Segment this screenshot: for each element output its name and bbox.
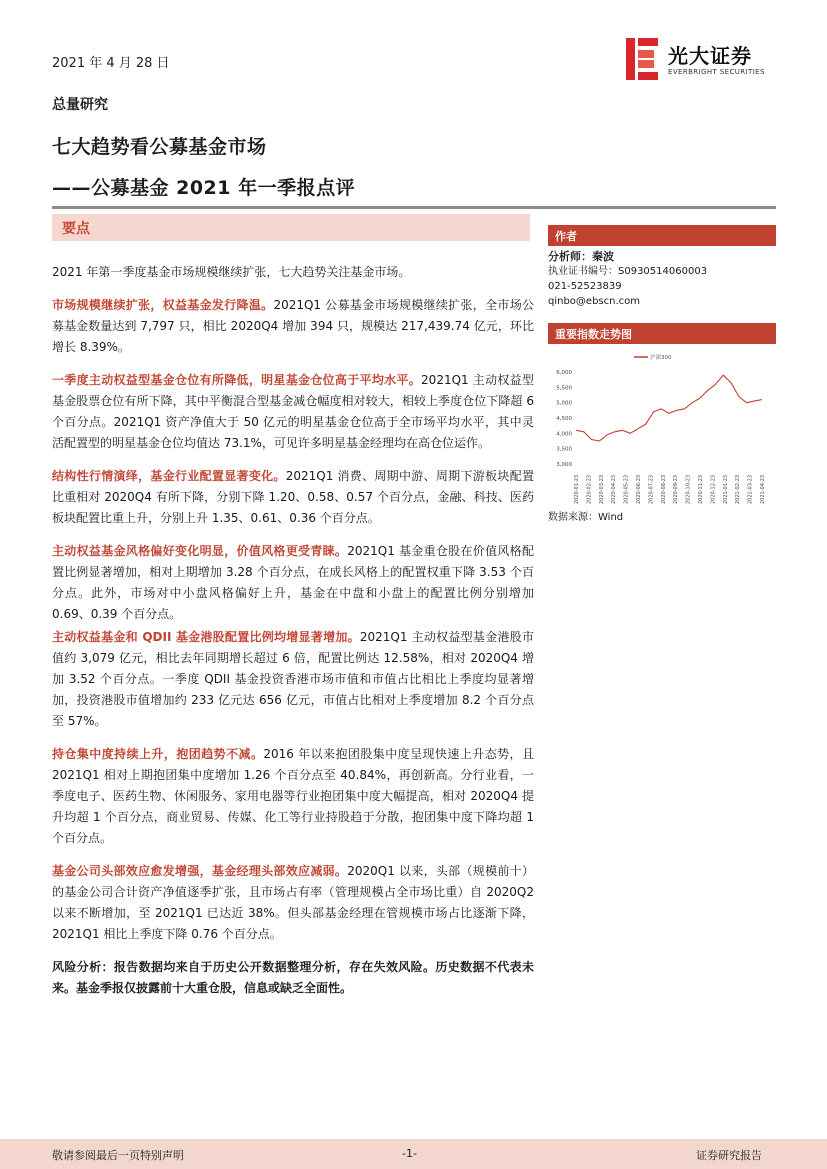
legend-label: 沪深300 — [650, 355, 672, 361]
report-title: 七大趋势看公募基金市场 — [52, 136, 267, 158]
keypoint-text: 2016 年以来抱团股集中度呈现快速上升态势，且 2021Q1 相对上期抱团集中度增加 1.26 个百分点至 40.84%，再创新高。分行业看，一季度电子、医药生物、休闲服务、家用电器等行业抱团集中度大幅提高，相对 2020Q4 提升均超 1 个百分点，商业贸易、传媒、化工等行业持股趋于分散，抱团集中度下降均超 1 个百分点。 — [52, 747, 534, 845]
brand-logo — [626, 38, 776, 82]
keypoint-text: 2021Q1 消费、周期中游、周期下游板块配置比重相对 2020Q4 有所下降，分别下降 1.20、0.58、0.57 个百分点，金融、科技、医药板块配置比重上升，分别上升 1.35、0.61、0.36 个百分点。 — [52, 469, 534, 525]
x-tick-label: 2020-04-23 — [611, 474, 618, 504]
x-tick-label: 2021-04-23 — [760, 474, 766, 504]
footer-disclaimer[interactable]: 敬请参阅最后一页特别声明 — [52, 1149, 184, 1162]
analyst-name: 分析师：秦波 — [548, 250, 614, 263]
author-label: 作者 — [555, 230, 577, 243]
keypoint-paragraph — [52, 370, 534, 454]
keypoint-heading: 基金公司头部效应愈发增强，基金经理头部效应减弱。 — [52, 864, 348, 878]
x-tick-label: 2020-05-23 — [623, 474, 630, 504]
x-tick-label: 2021-01-23 — [722, 474, 729, 504]
keypoint-heading: 市场规模继续扩张，权益基金发行降温。 — [52, 298, 274, 312]
report-date: 2021 年 4 月 28 日 — [52, 56, 170, 71]
keypoint-paragraph — [52, 466, 534, 529]
author-info — [548, 249, 776, 309]
y-tick-label: 5,500 — [556, 385, 572, 392]
keypoint-paragraph — [52, 295, 534, 358]
x-tick-label: 2020-01-23 — [574, 474, 580, 504]
analyst-phone: 021-52523839 — [548, 281, 622, 292]
brand-name-cn: 光大证券 — [668, 44, 752, 68]
keypoint-text: 2021Q1 基金重仓股在价值风格配置比例显著增加，相对上期增加 3.28 个百分点，在成长风格上的配置权重下降 3.53 个百分点。此外，市场对中小盘风格偏好上升，基金在中盘和小盘上的配置比例分别增加 0.69、0.39 个百分点。 — [52, 544, 534, 621]
x-tick-label: 2021-03-23 — [747, 474, 754, 504]
keypoint-heading: 持仓集中度持续上升，抱团趋势不减。 — [52, 747, 264, 761]
chart-header — [548, 323, 776, 344]
keypoint-text: 2021Q1 主动权益型基金港股市值约 3,079 亿元，相比去年同期增长超过 6 倍，配置比例达 12.58%，相对 2020Q4 增加 3.52 个百分点。一季度 QDII 基金投资香港市场市值和市值占比相比上季度均显著增加，投资港股市值增加约 233 亿元达 656 亿元，市值占比相对上季度增加 8.2 个百分点至 57%。 — [52, 630, 535, 728]
keypoints-label: 要点 — [62, 221, 90, 237]
author-header — [548, 225, 776, 246]
x-tick-label: 2020-11-23 — [698, 474, 704, 504]
report-category: 总量研究 — [52, 97, 108, 113]
license-number: 执业证书编号：S0930514060003 — [548, 266, 708, 277]
x-tick-label: 2020-06-23 — [636, 474, 642, 504]
x-tick-label: 2020-07-23 — [648, 474, 655, 504]
series-line-hs300 — [576, 375, 762, 441]
intro-paragraph: 2021 年第一季度基金市场规模继续扩张，七大趋势关注基金市场。 — [52, 265, 411, 279]
keypoints-header — [52, 214, 530, 241]
footer-report-type: 证券研究报告 — [696, 1149, 762, 1162]
keypoint-paragraph — [52, 861, 534, 945]
keypoint-paragraph — [52, 541, 534, 625]
keypoint-text: 2021Q1 主动权益型基金股票仓位有所下降，其中平衡混合型基金减仓幅度相对较大，相较上季度仓位下降超 6 个百分点。2021Q1 资产净值大于 50 亿元的明星基金仓位高于全市场平均水平，其中灵活配置型的明星基金仓位均值达 73.1%，可见许多明星基金经理均在高仓位运作。 — [52, 373, 534, 450]
y-tick-label: 3,500 — [556, 446, 572, 453]
y-tick-label: 4,500 — [556, 416, 572, 422]
index-trend-chart — [548, 350, 776, 510]
x-tick-label: 2020-02-23 — [586, 474, 593, 504]
keypoint-heading: 结构性行情演绎，基金行业配置显著变化。 — [52, 469, 286, 483]
risk-analysis: 风险分析：报告数据均来自于历史公开数据整理分析，存在失效风险。历史数据不代表未来。基金季报仅披露前十大重仓股，信息或缺乏全面性。 — [52, 960, 534, 995]
x-tick-label: 2020-09-23 — [673, 474, 680, 504]
y-tick-label: 5,000 — [556, 400, 572, 407]
chart-section-label: 重要指数走势图 — [555, 328, 632, 341]
x-tick-label: 2020-03-23 — [598, 474, 605, 504]
keypoint-heading: 一季度主动权益型基金仓位有所降低，明星基金仓位高于平均水平。 — [52, 373, 422, 387]
y-tick-label: 6,000 — [556, 370, 572, 376]
keypoint-heading: 主动权益基金和 QDII 基金港股配置比例均增显著增加。 — [52, 630, 360, 644]
keypoint-text: 2020Q1 以来，头部（规模前十）的基金公司合计资产净值逐季扩张，且市场占有率（管理规模占全市场比重）自 2020Q2 以来不断增加，至 2021Q1 已达近 38%。但头部基金经理在管规模市场占比逐渐下降，2021Q1 相比上季度下降 0.76 个百分点。 — [52, 864, 534, 941]
keypoints-body — [52, 262, 534, 1011]
keypoint-paragraph — [52, 627, 534, 732]
title-divider — [52, 206, 776, 209]
keypoint-heading: 主动权益基金风格偏好变化明显，价值风格更受青睐。 — [52, 544, 348, 558]
report-subtitle: ——公募基金 2021 年一季报点评 — [52, 177, 356, 199]
x-tick-label: 2020-08-23 — [660, 474, 667, 504]
x-tick-label: 2021-02-23 — [735, 474, 742, 504]
analyst-email[interactable]: qinbo@ebscn.com — [548, 296, 641, 307]
page-number: -1- — [402, 1147, 417, 1160]
everbright-logo-icon — [626, 38, 658, 80]
x-tick-label: 2020-10-23 — [685, 474, 692, 504]
brand-name-en: EVERBRIGHT SECURITIES — [668, 68, 765, 76]
keypoint-paragraph — [52, 744, 534, 849]
x-tick-label: 2020-12-23 — [710, 474, 717, 504]
chart-source: 数据来源：Wind — [548, 512, 624, 523]
y-tick-label: 3,000 — [556, 462, 572, 468]
y-tick-label: 4,000 — [556, 431, 572, 438]
keypoint-text: 2021Q1 公募基金市场规模继续扩张，全市场公募基金数量达到 7,797 只，相比 2020Q4 增加 394 只，规模达 217,439.74 亿元，环比增长 8.39%。 — [52, 298, 534, 354]
